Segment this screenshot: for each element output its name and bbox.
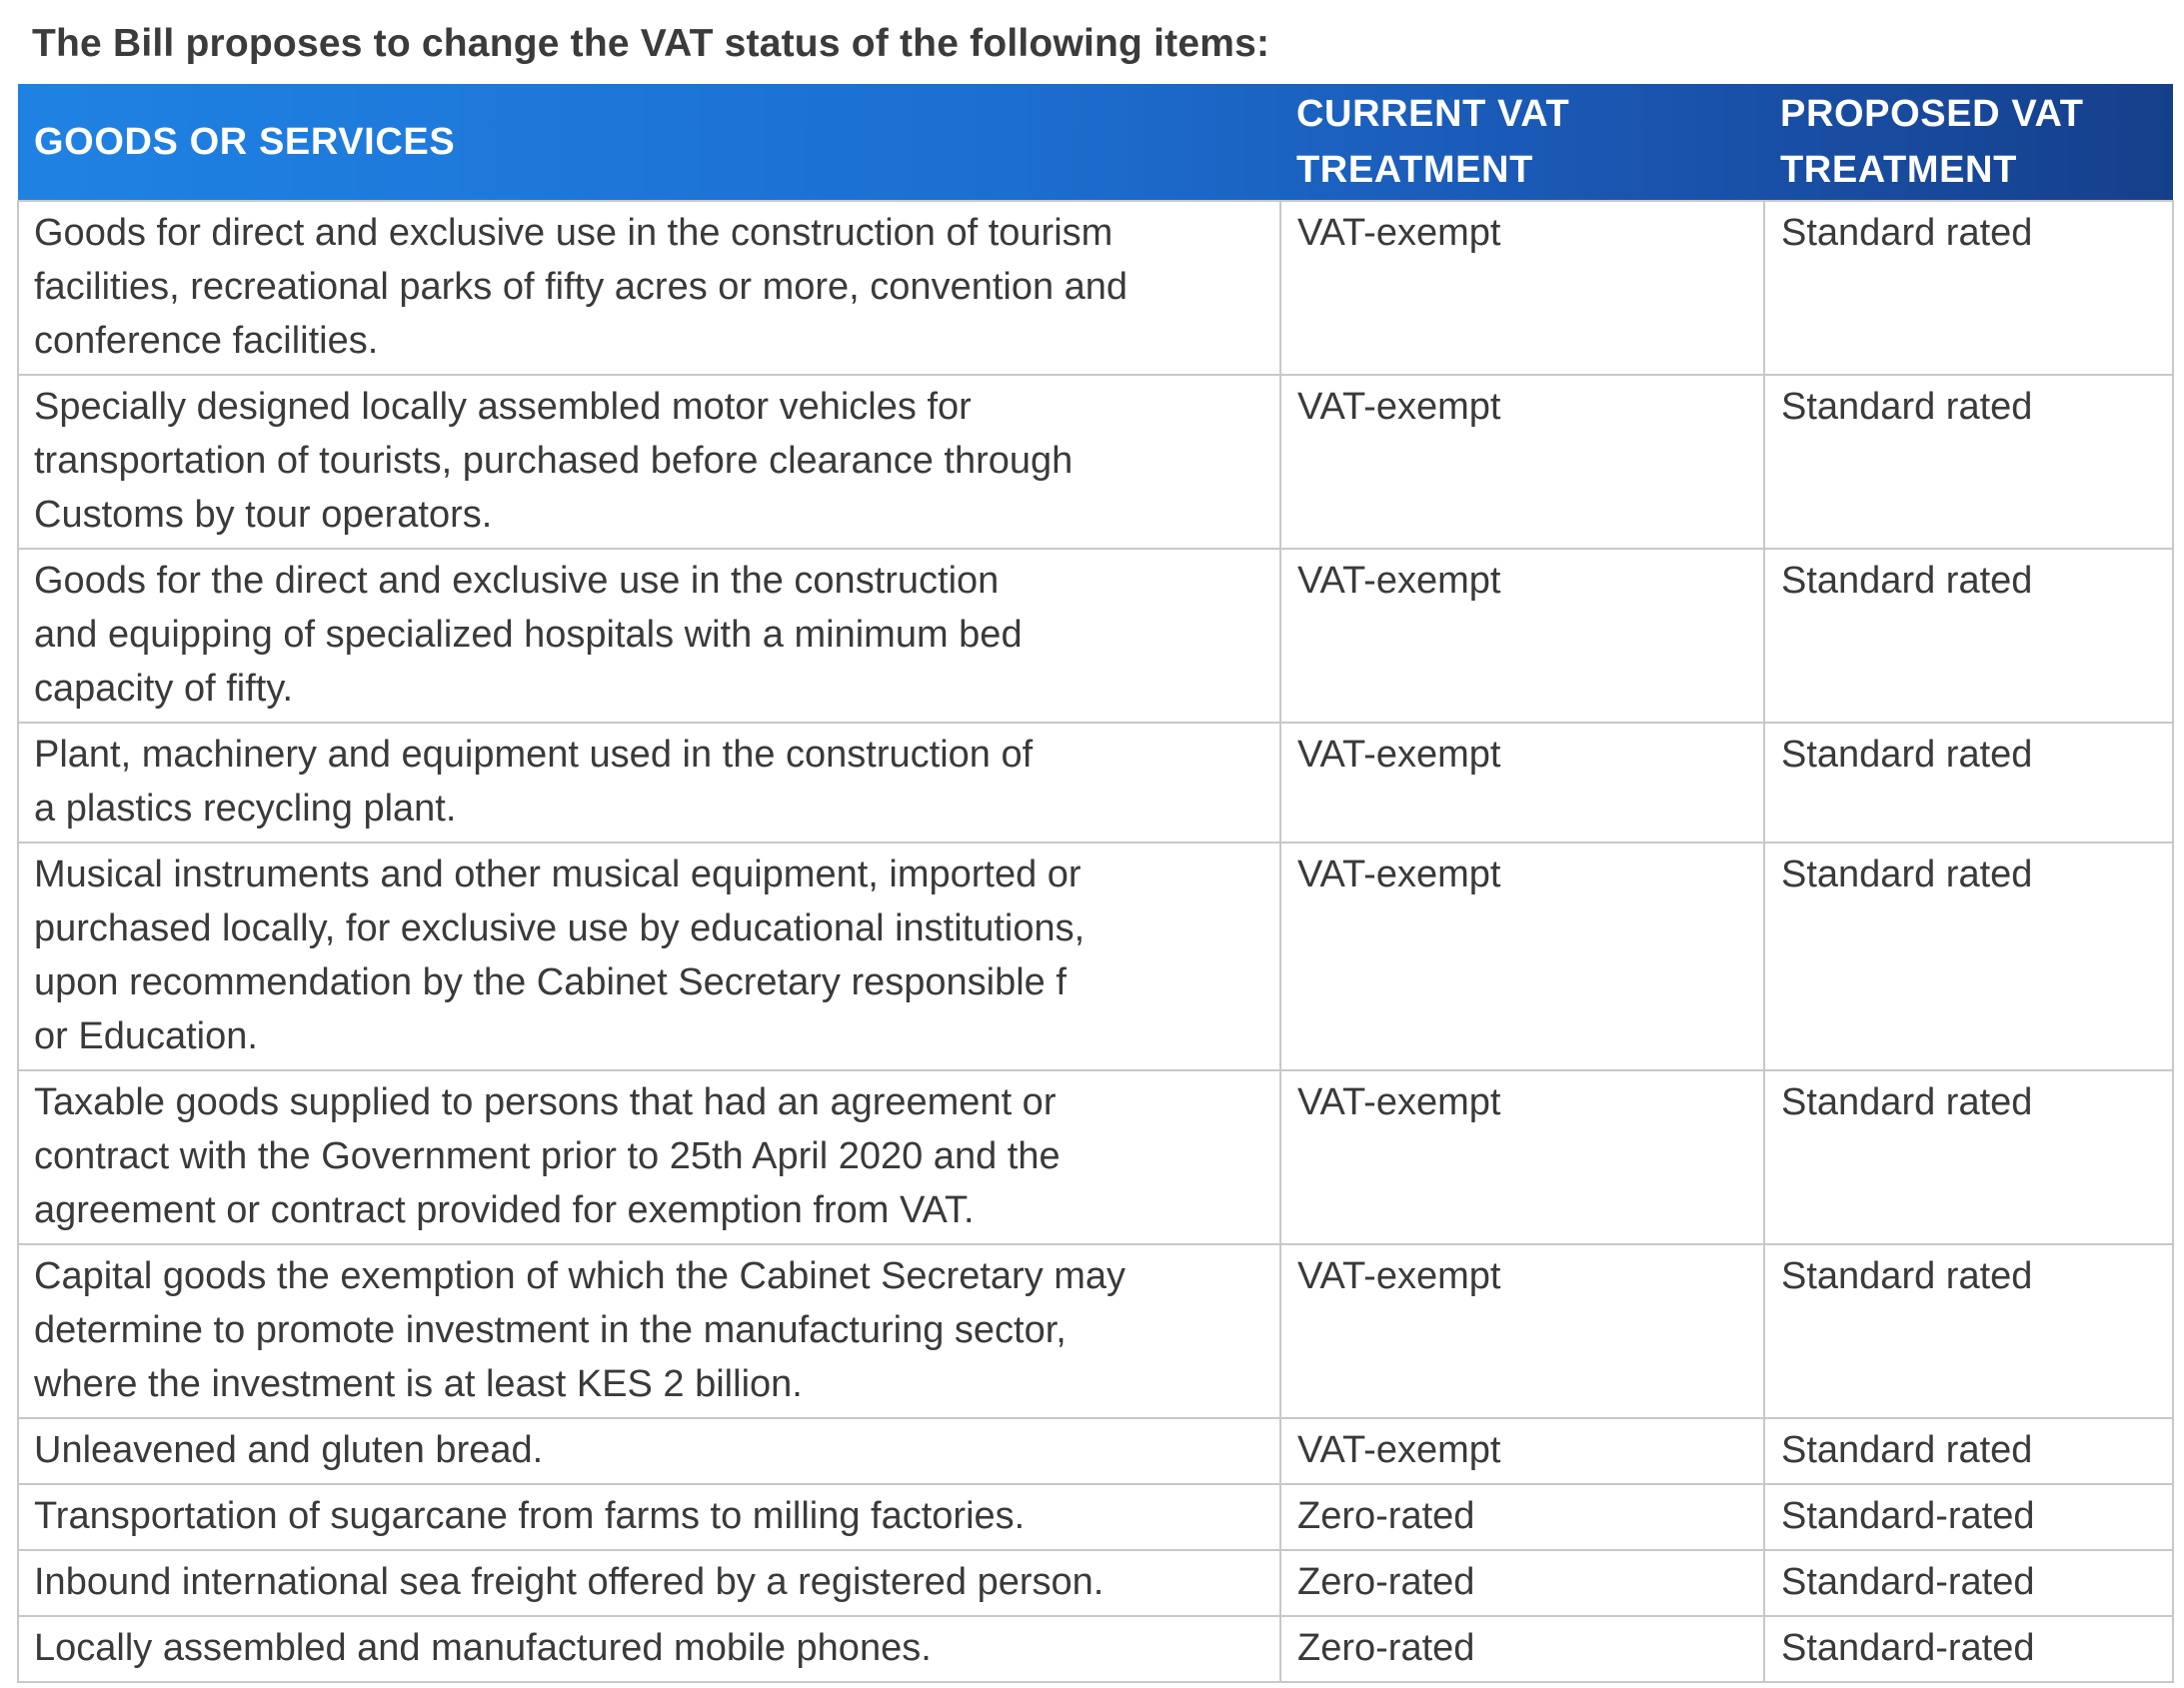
proposed-vat-cell: Standard rated — [1764, 1070, 2173, 1244]
goods-cell — [18, 1418, 1280, 1484]
proposed-vat-cell: Standard rated — [1764, 723, 2173, 843]
goods-text-line: and equipping of specialized hospitals with a minimum bed — [34, 614, 1023, 656]
intro-heading: The Bill proposes to change the VAT status of the following items: — [32, 22, 1270, 65]
current-vat-cell: VAT-exempt — [1280, 549, 1764, 723]
vat-status-table — [17, 84, 2174, 1683]
current-vat-cell: Zero-rated — [1280, 1550, 1764, 1616]
goods-cell — [18, 1244, 1280, 1418]
goods-text-line: facilities, recreational parks of fifty acres or more, convention and — [34, 266, 1128, 308]
table-row — [18, 1616, 2173, 1682]
table-row — [18, 1070, 2173, 1244]
proposed-vat-cell: Standard-rated — [1764, 1484, 2173, 1550]
table-row — [18, 201, 2173, 375]
table-row — [18, 1244, 2173, 1418]
header-proposed-line2: TREATMENT — [1780, 149, 2017, 191]
table-header-row — [18, 84, 2173, 201]
current-vat-cell: VAT-exempt — [1280, 1418, 1764, 1484]
table-row — [18, 1484, 2173, 1550]
current-vat-cell: Zero-rated — [1280, 1484, 1764, 1550]
header-goods-or-services — [18, 84, 1280, 201]
goods-text-line: Unleavened and gluten bread. — [34, 1429, 544, 1471]
header-proposed-line1: PROPOSED VAT — [1780, 93, 2084, 135]
goods-text-line: upon recommendation by the Cabinet Secretary responsible f — [34, 961, 1067, 1003]
proposed-vat-cell: Standard rated — [1764, 201, 2173, 375]
header-current-line1: CURRENT VAT — [1296, 93, 1570, 135]
proposed-vat-cell: Standard rated — [1764, 375, 2173, 549]
current-vat-cell: VAT-exempt — [1280, 723, 1764, 843]
goods-text-line: Inbound international sea freight offered by a registered person. — [34, 1561, 1104, 1603]
proposed-vat-cell: Standard-rated — [1764, 1616, 2173, 1682]
goods-text-line: Plant, machinery and equipment used in the construction of — [34, 734, 1034, 776]
goods-text-line: determine to promote investment in the manufacturing sector, — [34, 1309, 1067, 1351]
goods-text-line: or Education. — [34, 1015, 258, 1057]
table-row — [18, 549, 2173, 723]
table-row — [18, 1418, 2173, 1484]
table-row — [18, 723, 2173, 843]
goods-text-line: conference facilities. — [34, 320, 379, 362]
current-vat-cell: Zero-rated — [1280, 1616, 1764, 1682]
current-vat-cell: VAT-exempt — [1280, 1244, 1764, 1418]
goods-text-line: Taxable goods supplied to persons that had an agreement or — [34, 1081, 1057, 1123]
current-vat-cell: VAT-exempt — [1280, 843, 1764, 1070]
table-row — [18, 843, 2173, 1070]
proposed-vat-cell: Standard-rated — [1764, 1550, 2173, 1616]
table-row — [18, 375, 2173, 549]
goods-cell — [18, 843, 1280, 1070]
goods-cell — [18, 549, 1280, 723]
goods-cell — [18, 1616, 1280, 1682]
goods-text-line: contract with the Government prior to 25th April 2020 and the — [34, 1135, 1061, 1177]
goods-cell — [18, 723, 1280, 843]
goods-text-line: Goods for the direct and exclusive use in the construction — [34, 560, 1000, 602]
proposed-vat-cell: Standard rated — [1764, 549, 2173, 723]
goods-text-line: transportation of tourists, purchased before clearance through — [34, 440, 1074, 482]
goods-text-line: Transportation of sugarcane from farms to milling factories. — [34, 1495, 1026, 1537]
table-row — [18, 1550, 2173, 1616]
goods-text-line: Goods for direct and exclusive use in the construction of tourism — [34, 212, 1113, 254]
header-current-line2: TREATMENT — [1296, 149, 1533, 191]
current-vat-cell: VAT-exempt — [1280, 375, 1764, 549]
current-vat-cell: VAT-exempt — [1280, 1070, 1764, 1244]
goods-text-line: Capital goods the exemption of which the Cabinet Secretary may — [34, 1255, 1126, 1297]
goods-text-line: Locally assembled and manufactured mobile phones. — [34, 1627, 932, 1669]
current-vat-cell: VAT-exempt — [1280, 201, 1764, 375]
goods-text-line: purchased locally, for exclusive use by educational institutions, — [34, 907, 1086, 949]
goods-text-line: a plastics recycling plant. — [34, 788, 457, 830]
goods-text-line: capacity of fifty. — [34, 668, 294, 710]
goods-cell — [18, 1070, 1280, 1244]
goods-text-line: Musical instruments and other musical equipment, imported or — [34, 853, 1082, 895]
table-body — [18, 201, 2173, 1682]
header-proposed-vat-treatment — [1764, 84, 2173, 201]
header-current-vat-treatment — [1280, 84, 1764, 201]
goods-text-line: where the investment is at least KES 2 billion. — [34, 1363, 803, 1405]
goods-cell — [18, 201, 1280, 375]
goods-cell — [18, 375, 1280, 549]
goods-text-line: agreement or contract provided for exemption from VAT. — [34, 1189, 975, 1231]
proposed-vat-cell: Standard rated — [1764, 1244, 2173, 1418]
goods-text-line: Specially designed locally assembled motor vehicles for — [34, 386, 972, 428]
goods-cell — [18, 1550, 1280, 1616]
goods-cell — [18, 1484, 1280, 1550]
goods-text-line: Customs by tour operators. — [34, 494, 493, 536]
header-goods-label: GOODS OR SERVICES — [34, 121, 456, 163]
proposed-vat-cell: Standard rated — [1764, 1418, 2173, 1484]
proposed-vat-cell: Standard rated — [1764, 843, 2173, 1070]
